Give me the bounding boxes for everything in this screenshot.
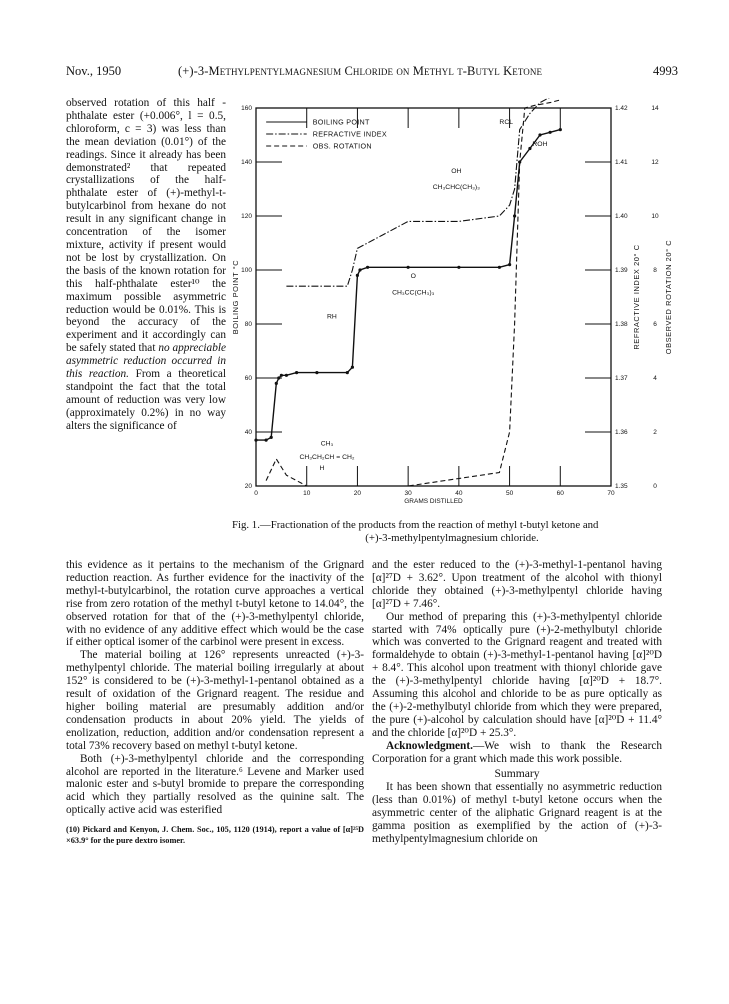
boiling-point-marker xyxy=(407,266,410,269)
footnote-10: (10) Pickard and Kenyon, J. Chem. Soc., 105, 1120 (1914), report a value of [α]²⁵D ×63.9° for the pure dextro isomer. xyxy=(66,825,364,845)
boiling-point-marker xyxy=(528,147,531,150)
header-date: Nov., 1950 xyxy=(66,64,122,78)
acknowledgment-title: Acknowledgment. xyxy=(386,739,473,752)
label-ketone-o: O xyxy=(410,273,416,281)
fractionation-chart xyxy=(226,98,676,518)
legend-label: OBS. ROTATION xyxy=(312,141,372,151)
label-ketone: CH₃CC(CH₃)₃ xyxy=(392,289,435,297)
left-paragraph-1: this evidence as it pertains to the mechanism of the Grignard reduction reaction. As further evidence for the inactivity of the methyl-t-butylcarbinol, the rotation curve approaches a vertical rise from zero rotation of the methyl t-butyl ketone to 14.04°, the observed rotation for that of the (+)-3-methylpentyl chloride, with no evidence of any additive effect which would be the case if either optical isomer of the carbinol were present in excess. xyxy=(66,559,364,649)
summary-title: Summary xyxy=(494,766,540,780)
x-tick-label: 10 xyxy=(303,490,311,497)
rotation-tick-label: 0 xyxy=(653,483,657,490)
boiling-point-marker xyxy=(356,274,359,277)
boiling-point-marker xyxy=(508,263,511,266)
y-tick-label: 120 xyxy=(241,213,252,220)
label-rcl: RCL xyxy=(499,119,514,127)
boiling-point-marker xyxy=(538,133,541,136)
series-line-boiling-point xyxy=(256,130,560,441)
boiling-point-marker xyxy=(265,439,268,442)
boiling-point-marker xyxy=(346,371,349,374)
left-axis-title: BOILING POINT °C xyxy=(231,259,240,335)
narrow-text-2: From a theoretical standpoint the fact that the total amount of reduction was very low (approximately 0.2%) in no way alters the significance of xyxy=(66,368,226,432)
figure-1 xyxy=(226,98,676,538)
y-tick-label: 100 xyxy=(241,267,252,274)
label-olefin: CH₃CH₂CH = CH₂ xyxy=(299,454,355,461)
label-ch3: CH₃ xyxy=(320,440,334,448)
rotation-tick-label: 12 xyxy=(651,159,659,166)
refractive-tick-label: 1.37 xyxy=(615,375,628,382)
x-axis-title: GRAMS DISTILLED xyxy=(404,498,463,505)
acknowledgment xyxy=(372,740,662,766)
narrow-text-column xyxy=(66,97,226,433)
boiling-point-marker xyxy=(285,374,288,377)
x-tick-label: 70 xyxy=(607,490,615,497)
y-tick-label: 80 xyxy=(244,321,252,328)
narrow-text-1: observed rotation of this half - phthalate ester (+0.006°, l = 0.5, chloroform, c = 3) was less than the mean deviation (0.01°) of the readings. Since it already has been demonstrated² that repeated crystallizations of the half-phthalate ester of (+)-methyl-t-butylcarbinol from hexane do not result in any significant change in concentration of the isomer mixture, activity if present would not be lost by crystallization. On the basis of the known rotation for this half-phthalate ester¹⁰ the maximum possible asymmetric reduction would be 0.01%. This is beyond the accuracy of the experiment and it accordingly can be safely stated that xyxy=(66,97,226,355)
label-h: H xyxy=(319,464,325,472)
x-tick-label: 60 xyxy=(556,490,564,497)
right-text-column xyxy=(372,559,662,846)
running-header xyxy=(66,64,678,80)
label-roh: ROH xyxy=(532,140,548,148)
refractive-tick-label: 1.42 xyxy=(615,105,628,112)
rotation-tick-label: 6 xyxy=(653,321,657,328)
boiling-point-marker xyxy=(498,266,501,269)
boiling-point-marker xyxy=(275,382,278,385)
refractive-tick-label: 1.35 xyxy=(615,483,628,490)
boiling-point-marker xyxy=(513,214,516,217)
boiling-point-marker xyxy=(549,131,552,134)
right-paragraph-2: Our method of preparing this (+)-3-methylpentyl chloride started with 74% optically pure (+)-2-methylbutyl chloride which was converted to the Grignard reagent and treated with formaldehyde to obtain (+)-3-methyl-1-pentanol having [α]²⁰D + 8.4°. This alcohol upon treatment with thionyl chloride gave the (+)-3-methylpentyl chloride having [α]²⁰D + 18.7°. Assuming this alcohol and chloride to be as pure optically as the (+)-2-methylbutyl chloride from which they were prepared, the pure (+)-alcohol by calculation should have [α]²⁰D + 11.4° and the chloride [α]²⁰D + 25.3°. xyxy=(372,610,662,739)
label-oh: OH xyxy=(451,167,462,175)
header-page-number: 4993 xyxy=(653,64,678,78)
x-tick-label: 40 xyxy=(455,490,463,497)
boiling-point-marker xyxy=(315,371,318,374)
refractive-tick-label: 1.36 xyxy=(615,429,628,436)
summary-text: It has been shown that essentially no asymmetric reduction (less than 0.01%) of methyl t-butyl ketone occurs when the asymmetric center of the aliphatic Grignard reagent is at the gamma position as exemplified by the action of (+)-3-methylpentylmagnesium chloride on xyxy=(372,781,662,846)
boiling-point-marker xyxy=(457,266,460,269)
legend-label: BOILING POINT xyxy=(312,117,370,127)
legend-label: REFRACTIVE INDEX xyxy=(312,129,388,139)
left-paragraph-2: The material boiling at 126° represents unreacted (+)-3-methylpentyl chloride. The material boiling irregularly at about 152° is considered to be (+)-3-methyl-1-pentanol obtained as a result of oxidation of the Grignard reagent. The residue and higher boiling material are presumably addition and/or condensation products in about 20% yield. The yields of enolization, reduction, addition and/or condensation represent a total 73% recovery based on methyl t-butyl ketone. xyxy=(66,649,364,752)
boiling-point-marker xyxy=(366,266,369,269)
refractive-tick-label: 1.38 xyxy=(615,321,628,328)
x-tick-label: 30 xyxy=(404,490,412,497)
boiling-point-marker xyxy=(351,366,354,369)
boiling-point-marker xyxy=(270,436,273,439)
caption-line-1: Fig. 1.—Fractionation of the products from the reaction of methyl t-butyl ketone and xyxy=(232,519,599,531)
right-paragraph-1: and the ester reduced to the (+)-3-methyl-1-pentanol having [α]²⁷D + 3.62°. Upon treatment of the alcohol with thionyl chloride they obtained (+)-3-methylpentyl chloride having [α]²⁷D + 7.46°. xyxy=(372,559,662,610)
refractive-tick-label: 1.41 xyxy=(615,159,628,166)
label-carbinol: CH₃CHC(CH₃)₃ xyxy=(432,184,480,191)
rotation-tick-label: 14 xyxy=(651,105,659,112)
left-paragraph-3: Both (+)-3-methylpentyl chloride and the corresponding alcohol are reported in the literature.⁶ Levene and Marker used malonic ester and s-butyl bromide to prepare the corresponding acid which they partially resolved as the quinine salt. The optically active acid was esterified xyxy=(66,752,364,817)
narrow-italic-conclusion: no appreciable asymmetric reduction occurred in this reaction. xyxy=(66,342,226,381)
right-axis-title-refractive: REFRACTIVE INDEX 20° C xyxy=(632,244,641,350)
rotation-tick-label: 10 xyxy=(651,213,659,220)
x-tick-label: 50 xyxy=(505,490,514,497)
figure-caption xyxy=(232,519,672,545)
plot-frame xyxy=(256,108,611,486)
narrow-paragraph xyxy=(66,97,226,433)
boiling-point-marker xyxy=(358,268,361,271)
rotation-tick-label: 4 xyxy=(653,375,657,382)
x-tick-label: 20 xyxy=(353,490,362,497)
refractive-tick-label: 1.39 xyxy=(615,267,628,274)
y-tick-label: 40 xyxy=(244,429,252,436)
y-tick-label: 140 xyxy=(241,159,252,166)
acknowledgment-text: —We wish to thank the Research Corporation for a grant which made this work possible. xyxy=(372,739,662,765)
boiling-point-marker xyxy=(559,128,562,131)
boiling-point-marker xyxy=(277,376,280,379)
label-rh: RH xyxy=(327,313,337,321)
boiling-point-marker xyxy=(254,439,257,442)
rotation-tick-label: 2 xyxy=(653,429,657,436)
caption-line-2: (+)-3-methylpentylmagnesium chloride. xyxy=(365,532,539,544)
rotation-tick-label: 8 xyxy=(653,267,657,274)
y-tick-label: 60 xyxy=(244,375,252,382)
y-tick-label: 20 xyxy=(244,483,252,490)
x-tick-label: 0 xyxy=(254,490,258,497)
y-tick-label: 160 xyxy=(241,105,252,112)
header-title: (+)-3-Methylpentylmagnesium Chloride on Methyl t-Butyl Ketone xyxy=(178,64,543,78)
left-text-column xyxy=(66,559,364,846)
refractive-tick-label: 1.40 xyxy=(615,213,628,220)
boiling-point-marker xyxy=(295,371,298,374)
boiling-point-marker xyxy=(280,374,283,377)
right-axis-title-rotation: OBSERVED ROTATION 20° C xyxy=(664,239,673,355)
